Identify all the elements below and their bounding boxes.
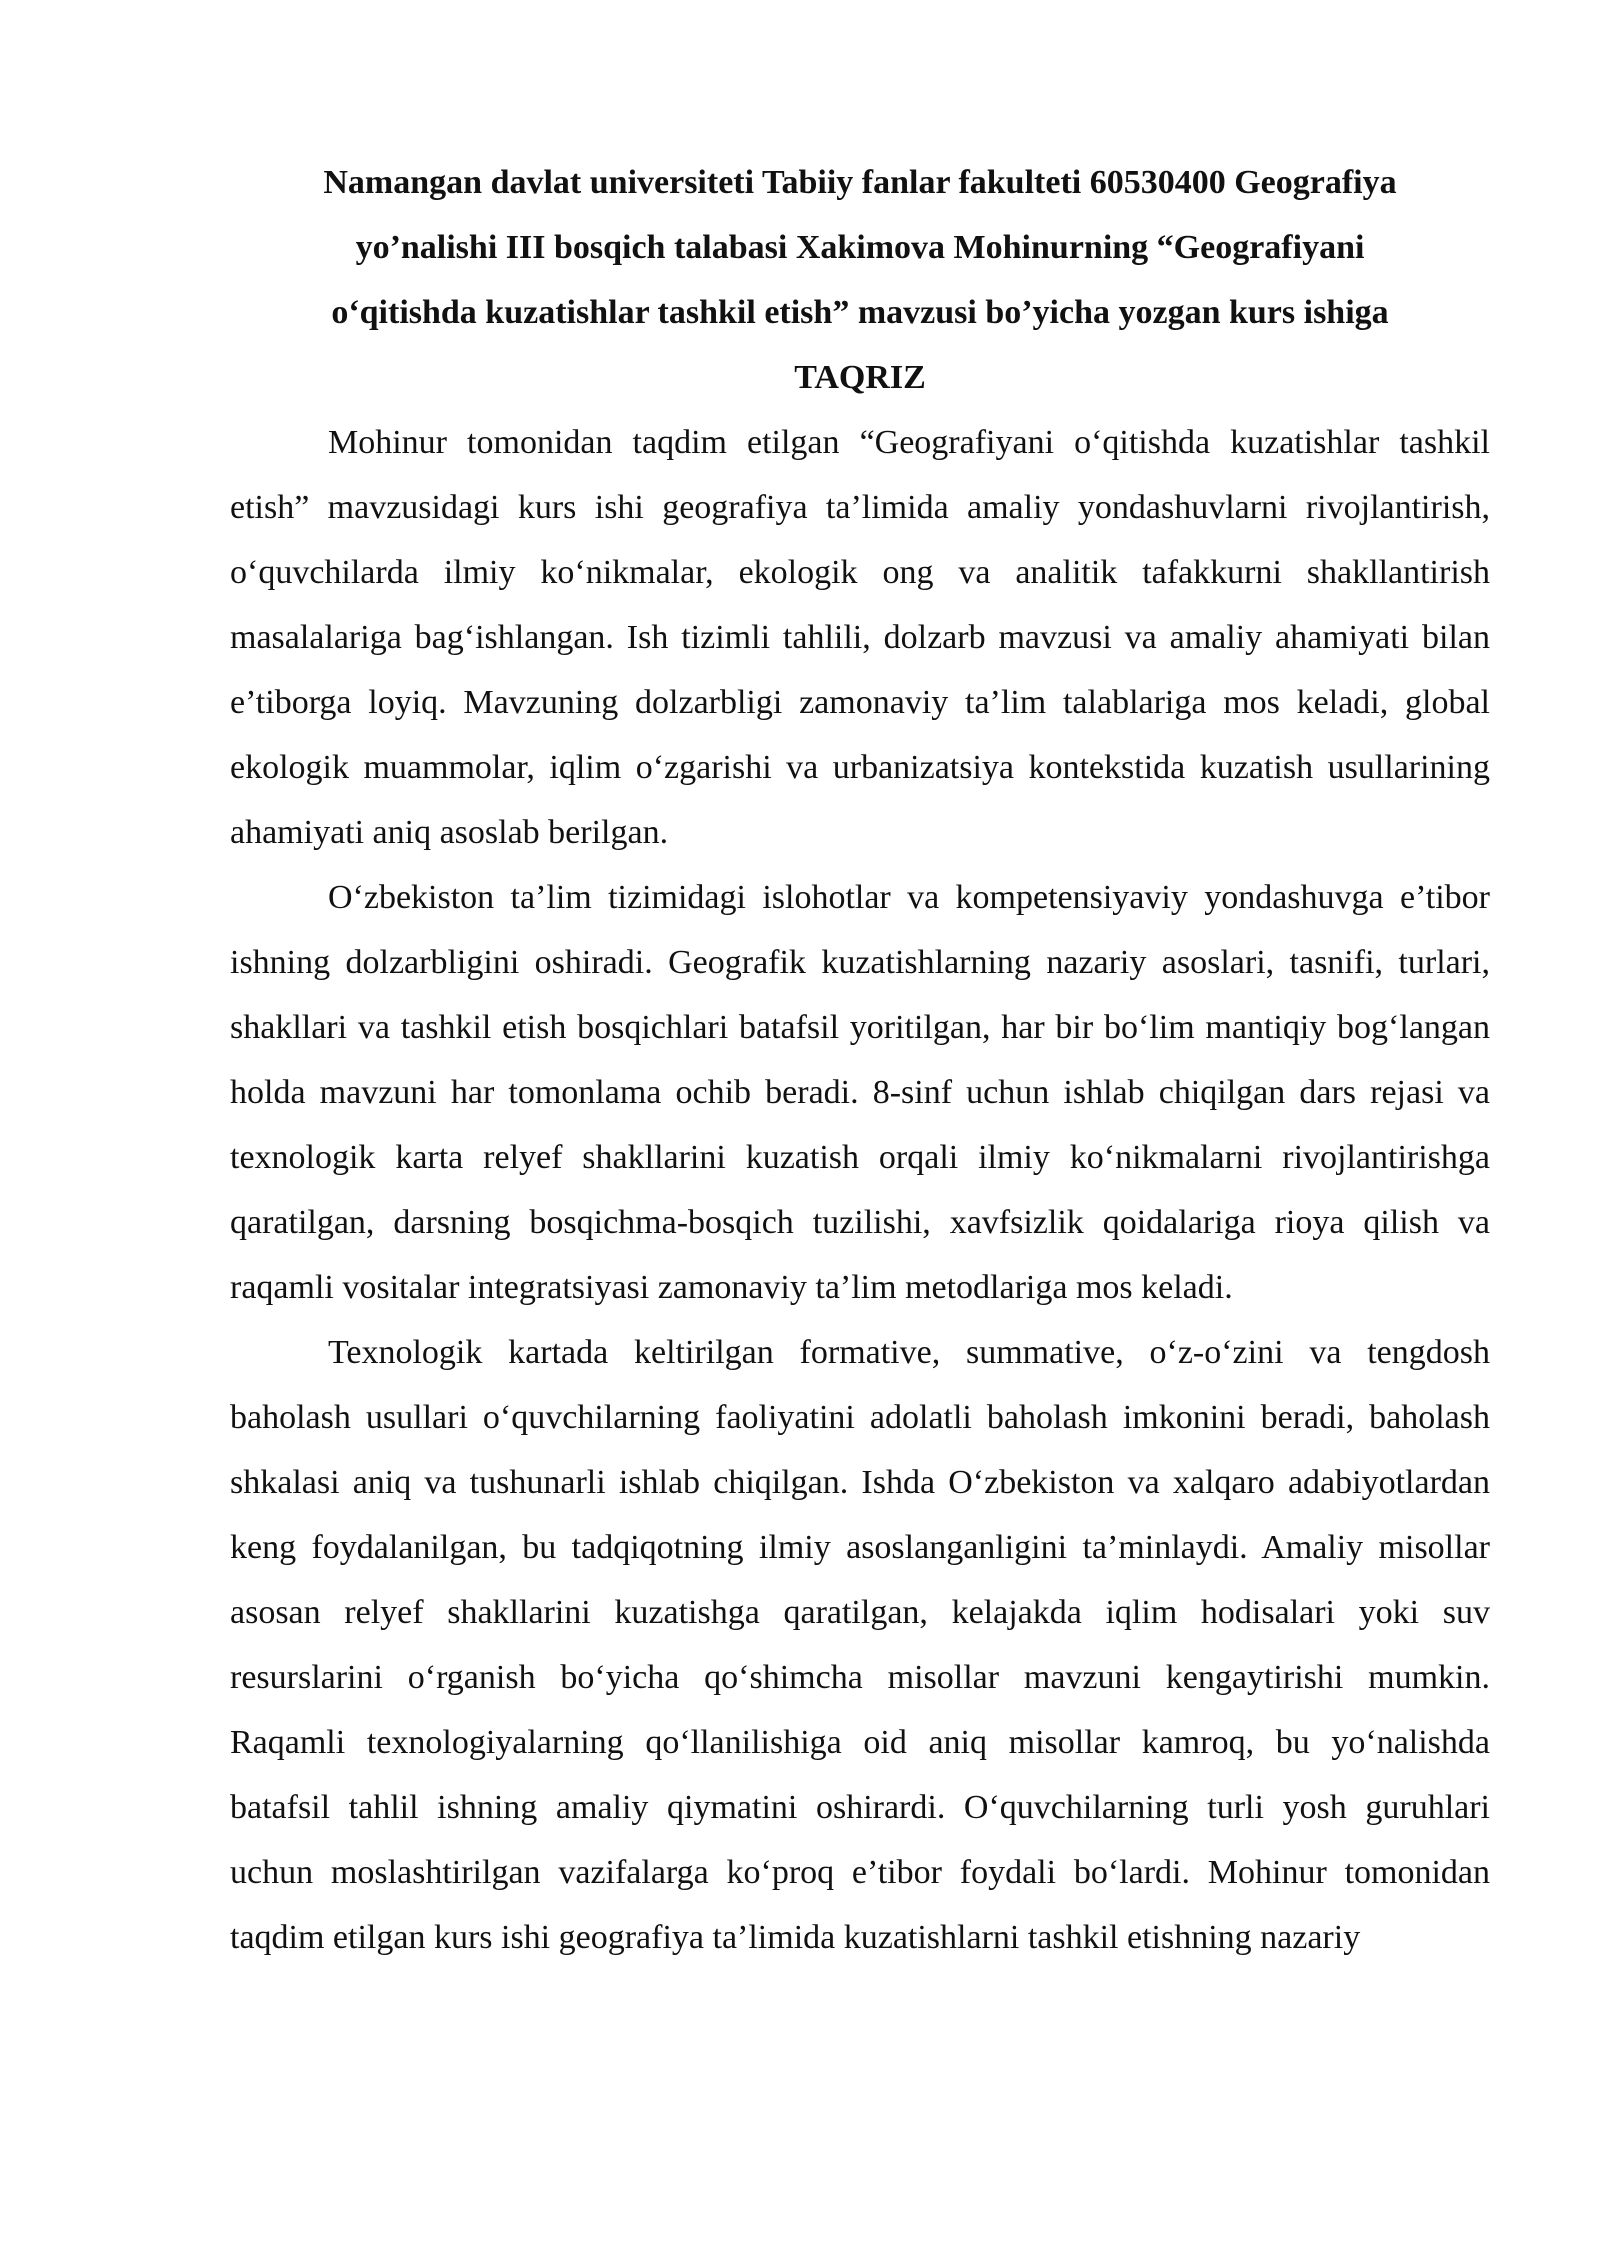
- document-body: [230, 410, 1490, 1970]
- heading-line-1: Namangan davlat universiteti Tabiiy fanlar fakulteti 60530400 Geografiya: [323, 164, 1397, 201]
- heading-line-3: o‘qitishda kuzatishlar tashkil etish” mavzusi bo’yicha yozgan kurs ishiga: [331, 294, 1389, 331]
- paragraph-2: O‘zbekiston ta’lim tizimidagi islohotlar va kompetensiyaviy yondashuvga e’tibor ishning dolzarbligini oshiradi. Geografik kuzatishlarning nazariy asoslari, tasnifi, turlari, shakllari va tashkil etish bosqichlari batafsil yoritilgan, har bir bo‘lim mantiqiy bog‘langan holda mavzuni har tomonlama ochib beradi. 8-sinf uchun ishlab chiqilgan dars rejasi va texnologik karta relyef shakllarini kuzatish orqali ilmiy ko‘nikmalarni rivojlantirishga qaratilgan, darsning bosqichma-bosqich tuzilishi, xavfsizlik qoidalariga rioya qilish va raqamli vositalar integratsiyasi zamonaviy ta’lim metodlariga mos keladi.: [230, 879, 1490, 1306]
- heading-line-2: yo’nalishi III bosqich talabasi Xakimova Mohinurning “Geografiyani: [355, 229, 1365, 266]
- heading-title-taqriz: TAQRIZ: [794, 359, 926, 396]
- paragraph-1: Mohinur tomonidan taqdim etilgan “Geografiyani o‘qitishda kuzatishlar tashkil etish” mavzusidagi kurs ishi geografiya ta’limida amaliy yondashuvlarni rivojlantirish, o‘quvchilarda ilmiy ko‘nikmalar, ekologik ong va analitik tafakkurni shakllantirish masalalariga bag‘ishlangan. Ish tizimli tahlili, dolzarb mavzusi va amaliy ahamiyati bilan e’tiborga loyiq. Mavzuning dolzarbligi zamonaviy ta’lim talablariga mos keladi, global ekologik muammolar, iqlim o‘zgarishi va urbanizatsiya kontekstida kuzatish usullarining ahamiyati aniq asoslab berilgan.: [230, 424, 1490, 851]
- paragraph-3: Texnologik kartada keltirilgan formative, summative, o‘z-o‘zini va tengdosh baholash usullari o‘quvchilarning faoliyatini adolatli baholash imkonini beradi, baholash shkalasi aniq va tushunarli ishlab chiqilgan. Ishda O‘zbekiston va xalqaro adabiyotlardan keng foydalanilgan, bu tadqiqotning ilmiy asoslanganligini ta’minlaydi. Amaliy misollar asosan relyef shakllarini kuzatishga qaratilgan, kelajakda iqlim hodisalari yoki suv resurslarini o‘rganish bo‘yicha qo‘shimcha misollar mavzuni kengaytirishi mumkin. Raqamli texnologiyalarning qo‘llanilishiga oid aniq misollar kamroq, bu yo‘nalishda batafsil tahlil ishning amaliy qiymatini oshirardi. O‘quvchilarning turli yosh guruhlari uchun moslashtirilgan vazifalarga ko‘proq e’tibor foydali bo‘lardi. Mohinur tomonidan taqdim etilgan kurs ishi geografiya ta’limida kuzatishlarni tashkil etishning nazariy: [230, 1334, 1490, 1956]
- document-heading: [230, 150, 1490, 410]
